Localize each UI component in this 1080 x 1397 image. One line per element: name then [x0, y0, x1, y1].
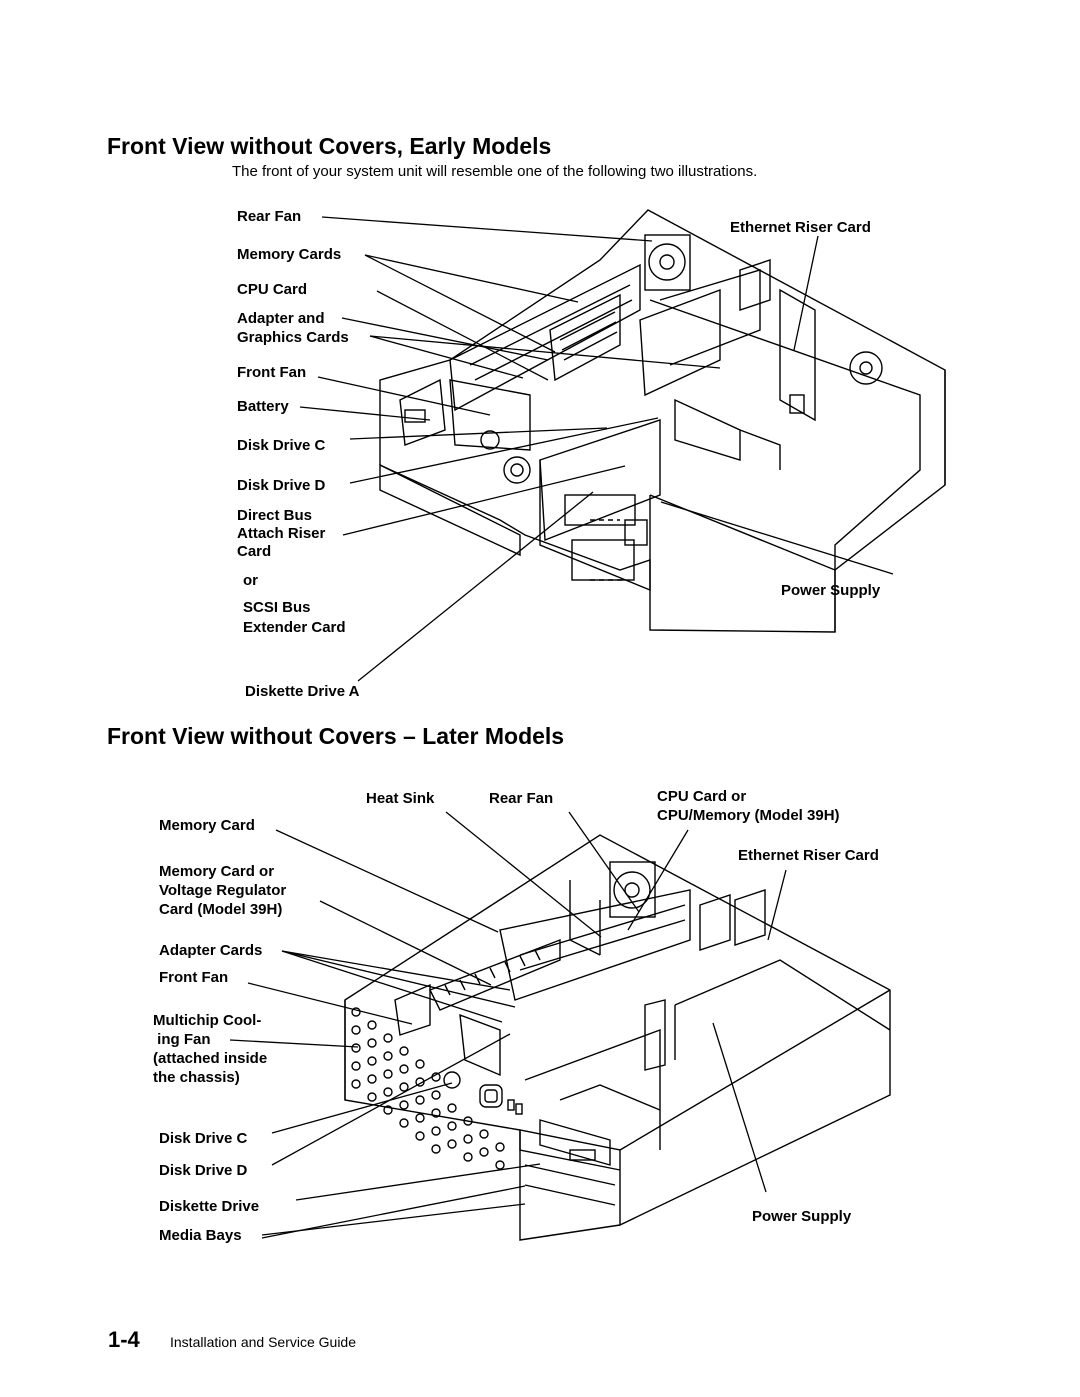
label-scsi-bus-2: Extender Card: [243, 619, 346, 636]
label-adapter-graphics-1: Adapter and: [237, 310, 325, 327]
label-diskette-drive-a: Diskette Drive A: [245, 683, 360, 700]
label-memory-card-or-1: Memory Card or: [159, 863, 275, 880]
label-cpu-card-1: CPU Card or: [657, 788, 747, 805]
label-ethernet-riser-card: Ethernet Riser Card: [738, 847, 879, 864]
label-battery: Battery: [237, 398, 289, 415]
label-diskette-drive: Diskette Drive: [159, 1198, 260, 1215]
label-memory-card-or-2: Voltage Regulator: [159, 882, 287, 899]
label-memory-card: Memory Card: [159, 817, 255, 834]
label-cpu-card: CPU Card: [237, 281, 308, 298]
section1-title: Front View without Covers, Early Models: [107, 133, 552, 159]
label-disk-drive-c: Disk Drive C: [237, 437, 326, 454]
label-media-bays: Media Bays: [159, 1227, 242, 1244]
footer-doc-title: Installation and Service Guide: [170, 1334, 356, 1350]
label-memory-cards: Memory Cards: [237, 246, 342, 263]
label-direct-bus-2: Attach Riser: [237, 525, 326, 542]
section2-title: Front View without Covers – Later Models: [107, 723, 565, 749]
label-adapter-graphics-2: Graphics Cards: [237, 329, 349, 346]
label-front-fan: Front Fan: [237, 364, 307, 381]
label-multichip-3: (attached inside: [153, 1050, 268, 1067]
label-scsi-bus-1: SCSI Bus: [243, 599, 311, 616]
label-power-supply: Power Supply: [781, 582, 881, 599]
label-disk-drive-d: Disk Drive D: [159, 1162, 248, 1179]
label-disk-drive-c: Disk Drive C: [159, 1130, 248, 1147]
label-cpu-card-2: CPU/Memory (Model 39H): [657, 807, 840, 824]
label-multichip-2: ing Fan: [153, 1031, 211, 1048]
label-heat-sink: Heat Sink: [366, 790, 435, 807]
label-front-fan: Front Fan: [159, 969, 229, 986]
page-number: 1-4: [108, 1327, 140, 1352]
label-multichip-4: the chassis): [153, 1069, 240, 1086]
label-rear-fan: Rear Fan: [489, 790, 554, 807]
label-memory-card-or-3: Card (Model 39H): [159, 901, 283, 918]
label-direct-bus-3: Card: [237, 543, 272, 560]
label-adapter-cards: Adapter Cards: [159, 942, 263, 959]
intro-text: The front of your system unit will resemble one of the following two illustrations.: [232, 163, 758, 180]
label-disk-drive-d: Disk Drive D: [237, 477, 326, 494]
label-power-supply: Power Supply: [752, 1208, 852, 1225]
later-model-labels: [153, 788, 879, 1244]
early-model-illustration: [380, 210, 945, 632]
later-model-illustration: [345, 835, 890, 1240]
label-or: or: [243, 572, 258, 589]
label-direct-bus-1: Direct Bus: [237, 507, 313, 524]
label-multichip-1: Multichip Cool-: [153, 1012, 262, 1029]
label-rear-fan: Rear Fan: [237, 208, 302, 225]
later-model-leader-lines: [230, 812, 786, 1238]
label-ethernet-riser-card: Ethernet Riser Card: [730, 219, 871, 236]
